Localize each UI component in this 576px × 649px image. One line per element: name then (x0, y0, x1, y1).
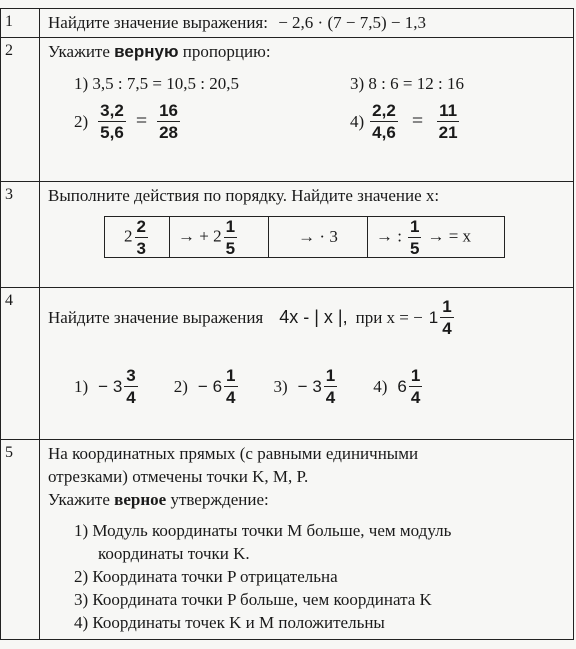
task-3-prompt: Выполните действия по порядку. Найдите значение x: (48, 186, 440, 205)
chain-start: 2 $\frac{2}{3}$ (105, 217, 170, 258)
statement-line: 4) Координаты точек K и M положительны (74, 613, 385, 632)
task-number: 3 (1, 182, 40, 288)
tasks-table (0, 8, 574, 640)
task-row-1 (1, 9, 574, 38)
chain-step-add: → + 2 $\frac{1}{5}$ (170, 217, 269, 258)
fraction: $\frac{1}{4}$ (226, 366, 236, 407)
task-row-4 (1, 288, 574, 440)
statement-line: 3) Координата точки P больше, чем координата K (74, 590, 432, 609)
task-number: 5 (1, 440, 40, 640)
task-row-2 (1, 38, 574, 182)
fraction: $\frac{3,2}{5,6}$ (100, 101, 124, 142)
fraction: $\frac{16}{28}$ (159, 101, 179, 142)
fraction: $\frac{3}{4}$ (126, 366, 136, 407)
task-number: 4 (1, 288, 40, 440)
option-4: 4) $\frac{2,2}{4,6}$ = $\frac{11}{21}$ (350, 101, 458, 142)
fraction: $\frac{11}{21}$ (438, 101, 458, 142)
fraction: $\frac{2,2}{4,6}$ (372, 101, 396, 142)
option-1: 1) 3,5 : 7,5 = 10,5 : 20,5 (74, 74, 239, 93)
fraction: $\frac{1}{4}$ (410, 366, 421, 407)
option-3: 3) 8 : 6 = 12 : 16 (350, 74, 464, 93)
statement-line: 2) Координата точки P отрицательна (74, 567, 338, 586)
answer-option: 3) − 3 $\frac{1}{4}$ (273, 366, 336, 407)
task-2-options-row-1 (74, 74, 573, 94)
task-row-5 (1, 440, 574, 640)
task-1-expression: − 2,6 · (7 − 7,5) − 1,3 (278, 13, 426, 32)
task-5-statements (40, 519, 573, 634)
task-1-prompt: Найдите значение выражения: (48, 13, 268, 32)
answer-option: 1) − 3 $\frac{3}{4}$ (74, 366, 136, 407)
fraction: $\frac{1}{4}$ (325, 366, 336, 407)
chain-step-multiply: → · 3 (269, 217, 368, 258)
task-4-prompt: Найдите значение выражения 4x - | x |, при x = − 1 $\frac{1}{4}$ (48, 297, 452, 338)
task-4-answers (74, 367, 573, 406)
task-2-options-row-2 (74, 102, 573, 141)
task-5-prompt: На координатных прямых (с равными единичными отрезками) отмечены точки K, M, P. Укажите верное утверждение: (48, 444, 419, 509)
task-2-prompt: Укажите верную пропорцию: (48, 42, 271, 61)
task-row-3 (1, 182, 574, 288)
statement-line: 1) Модуль координаты точки M больше, чем модуль (74, 521, 452, 540)
answer-option: 4) 6 $\frac{1}{4}$ (373, 366, 421, 407)
chain-step-divide: → : $\frac{1}{5}$ → = x (368, 217, 505, 258)
statement-line: координаты точки K. (98, 544, 250, 563)
operation-chain (104, 216, 505, 258)
answer-option: 2) − 6 $\frac{1}{4}$ (173, 366, 236, 407)
option-2: 2) $\frac{3,2}{5,6}$ = $\frac{16}{28}$ (74, 101, 179, 142)
task-number: 2 (1, 38, 40, 182)
task-number: 1 (1, 9, 40, 38)
task-1-text (40, 9, 573, 37)
